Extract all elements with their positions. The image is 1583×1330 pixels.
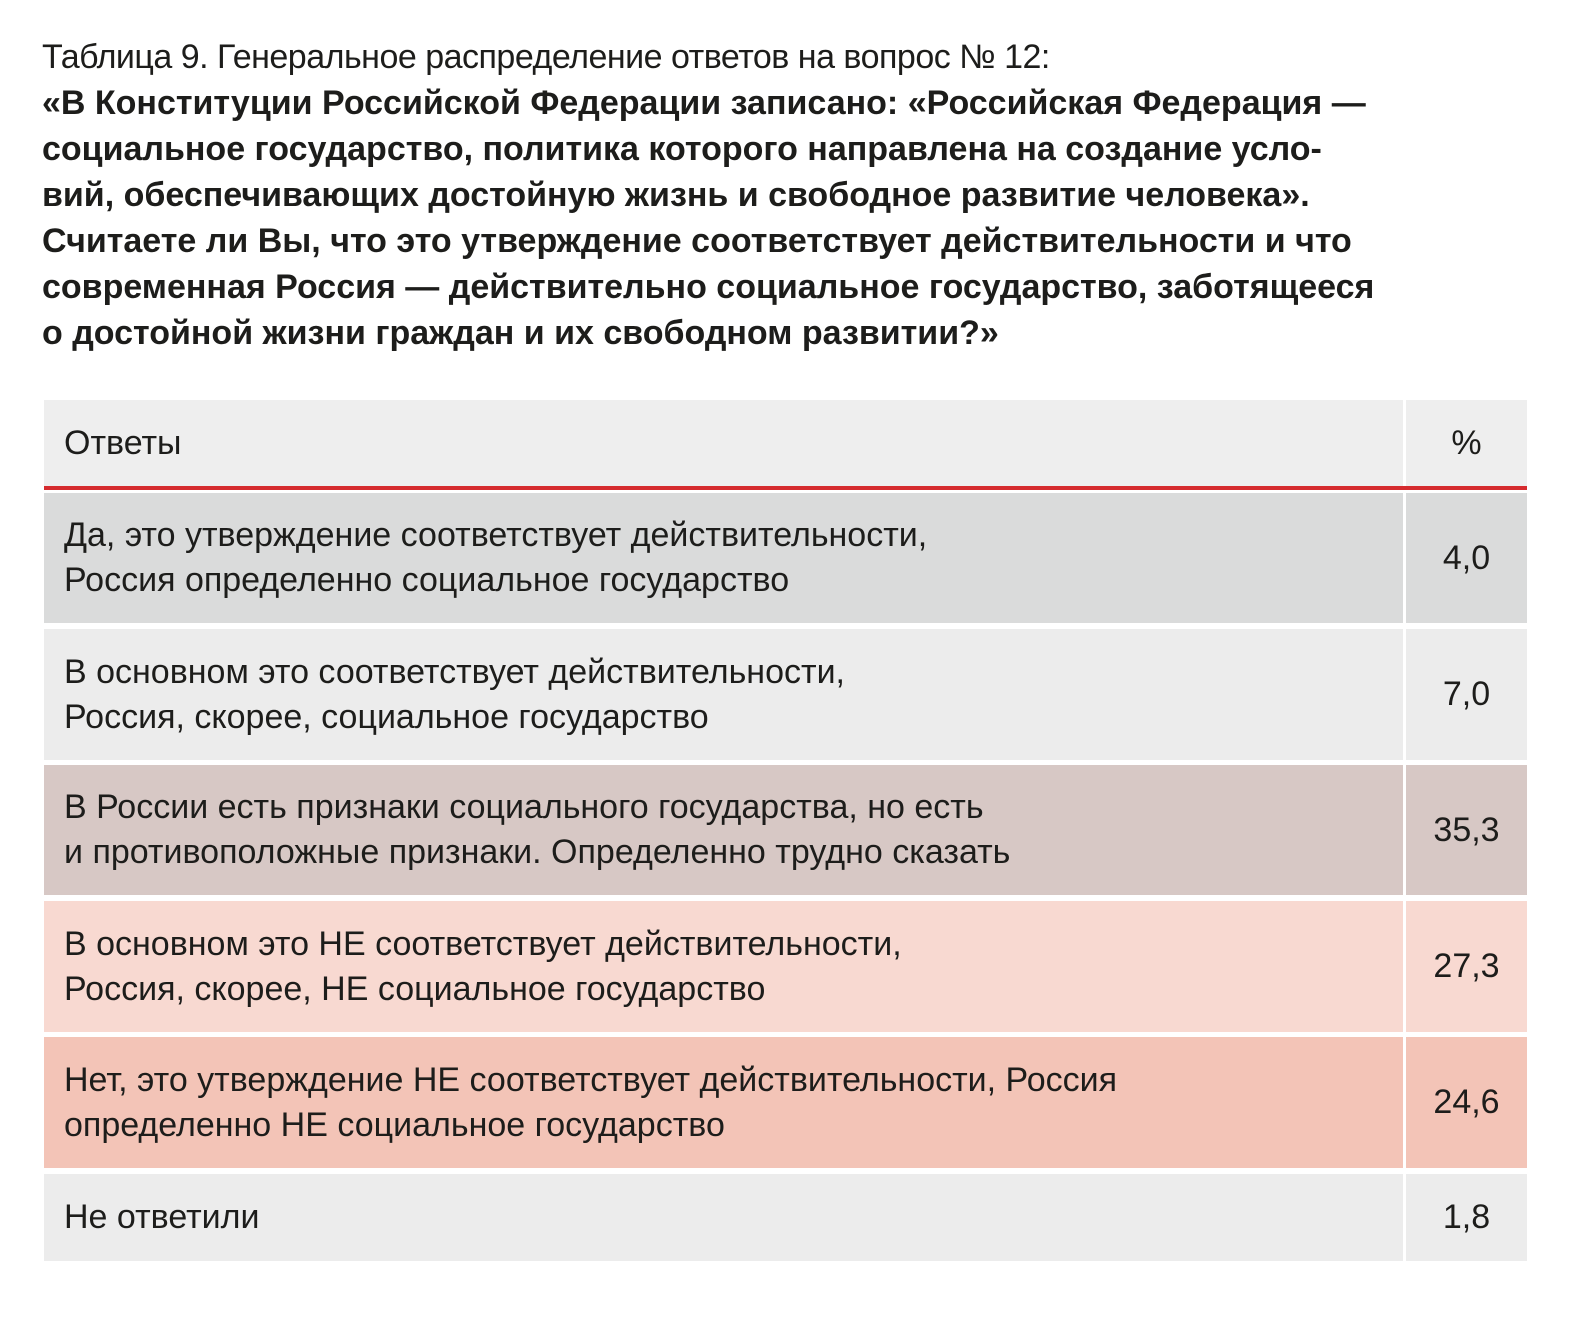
caption-title: Таблица 9. Генеральное распределение ответов на вопрос № 12: xyxy=(42,38,1050,76)
answer-cell xyxy=(44,765,1403,895)
answer-cell xyxy=(44,493,1403,623)
table-header-row xyxy=(44,400,1527,486)
answer-text: определенно НЕ социальное государство xyxy=(64,1105,725,1144)
percent-cell: 24,6 xyxy=(1406,1037,1527,1168)
percent-cell: 35,3 xyxy=(1406,765,1527,895)
answer-text: В России есть признаки социального государства, но есть xyxy=(64,788,984,826)
question-line: социальное государство, политика которого направлена на создание усло- xyxy=(42,130,1322,168)
answer-text: и противоположные признаки. Определенно трудно сказать xyxy=(64,833,1011,871)
table-row xyxy=(44,493,1527,623)
answer-cell xyxy=(44,901,1403,1032)
answer-text: Россия, скорее, НЕ социальное государство xyxy=(64,969,766,1008)
answer-cell xyxy=(44,629,1403,760)
answer-text: Не ответили xyxy=(64,1198,260,1236)
question-line: вий, обеспечивающих достойную жизнь и свободное развитие человека». xyxy=(42,176,1310,214)
answer-text: В основном это соответствует действительности, xyxy=(64,652,846,691)
percent-cell: 27,3 xyxy=(1406,901,1527,1032)
header-answers: Ответы xyxy=(44,400,1403,486)
header-percent: % xyxy=(1406,400,1527,486)
table-caption xyxy=(42,34,1542,356)
answer-cell xyxy=(44,1174,1403,1261)
answer-text: Россия определенно социальное государство xyxy=(64,561,790,599)
header-divider xyxy=(44,486,1527,490)
percent-cell: 4,0 xyxy=(1406,493,1527,623)
table-row xyxy=(44,765,1527,895)
table-row xyxy=(44,1037,1527,1168)
table-row xyxy=(44,901,1527,1032)
answer-text: Россия, скорее, социальное государство xyxy=(64,697,709,736)
answer-cell xyxy=(44,1037,1403,1168)
results-table xyxy=(44,400,1527,1261)
answer-text: Нет, это утверждение НЕ соответствует действительности, Россия xyxy=(64,1060,1118,1099)
percent-cell: 7,0 xyxy=(1406,629,1527,760)
percent-cell: 1,8 xyxy=(1406,1174,1527,1261)
question-line: Считаете ли Вы, что это утверждение соответствует действительности и что xyxy=(42,222,1352,260)
answer-text: В основном это НЕ соответствует действительности, xyxy=(64,924,902,963)
question-line: современная Россия — действительно социальное государство, заботящееся xyxy=(42,268,1375,306)
table-row xyxy=(44,629,1527,760)
question-line: о достойной жизни граждан и их свободном развитии?» xyxy=(42,314,999,352)
question-line: «В Конституции Российской Федерации записано: «Российская Федерация — xyxy=(42,84,1366,122)
answer-text: Да, это утверждение соответствует действительности, xyxy=(64,516,928,554)
table-row xyxy=(44,1174,1527,1261)
